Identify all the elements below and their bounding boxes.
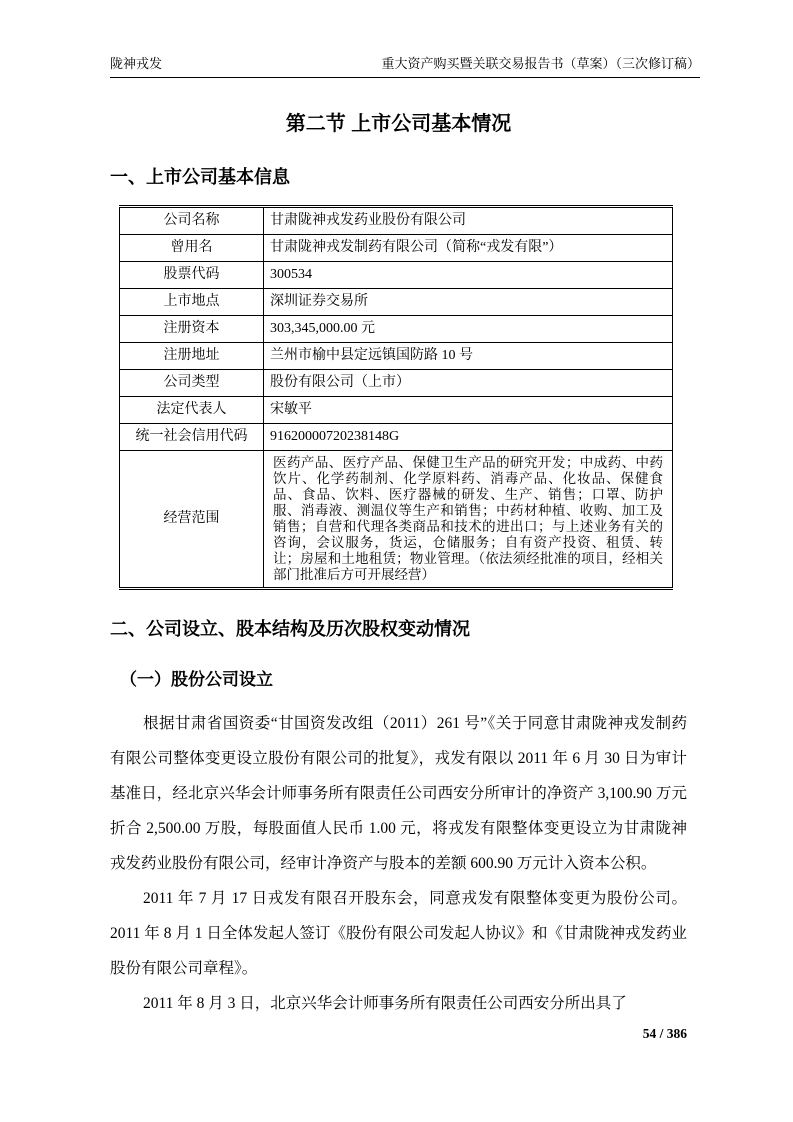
paragraph: 2011 年 7 月 17 日戎发有限召开股东会，同意戎发有限整体变更为股份公司。2011 年 8 月 1 日全体发起人签订《股份有限公司发起人协议》和《甘肃陇神戎发药业股份有限公司章程》。 xyxy=(110,890,687,977)
row-label: 公司名称 xyxy=(120,207,264,235)
table-row xyxy=(120,397,673,424)
page-content xyxy=(110,110,687,1021)
row-value: 兰州市榆中县定远镇国防路 10 号 xyxy=(264,343,673,370)
row-label: 上市地点 xyxy=(120,289,264,316)
row-value: 甘肃陇神戎发制药有限公司（简称“戎发有限”） xyxy=(264,235,673,262)
row-label: 经营范围 xyxy=(120,451,264,589)
paragraph: 2011 年 8 月 3 日，北京兴华会计师事务所有限责任公司西安分所出具了 xyxy=(143,995,627,1012)
row-label: 注册资本 xyxy=(120,316,264,343)
page-number: 54 / 386 xyxy=(642,1026,687,1041)
row-value: 深圳证券交易所 xyxy=(264,289,673,316)
table-row xyxy=(120,235,673,262)
row-value-business-scope: 医药产品、医疗产品、保健卫生产品的研究开发；中成药、中药饮片、化学药制剂、化学原料药、消毒产品、化妆品、保健食品、食品、饮料、医疗器械的研发、生产、销售；口罩、防护服、消毒液、测温仪等生产和销售；中药材种植、收购、加工及销售；自营和代理各类商品和技术的进出口；与上述业务有关的咨询，会议服务，货运，仓储服务；自有资产投资、租赁、转让；房屋和土地租赁；物业管理。（依法须经批准的项目，经相关部门批准后方可开展经营） xyxy=(264,451,673,589)
row-value: 91620000720238148G xyxy=(264,424,673,451)
row-value: 甘肃陇神戎发药业股份有限公司 xyxy=(264,207,673,235)
row-label: 统一社会信用代码 xyxy=(120,424,264,451)
table-row xyxy=(120,370,673,397)
page-title: 第二节 上市公司基本情况 xyxy=(285,113,512,135)
row-label: 曾用名 xyxy=(120,235,264,262)
row-value: 宋敏平 xyxy=(264,397,673,424)
table-row xyxy=(120,207,673,235)
paragraph: 根据甘肃省国资委“甘国资发改组（2011）261 号”《关于同意甘肃陇神戎发制药有限公司整体变更设立股份有限公司的批复》，戎发有限以 2011 年 6 月 30 日为审计基准日，经北京兴华会计师事务所有限责任公司西安分所审计的净资产 3,100.90 万元折合 2,500.00 万股，每股面值人民币 1.00 元，将戎发有限整体变更设立为甘肃陇神戎发药业股份有限公司，经审计净资产与股本的差额 600.90 万元计入资本公积。 xyxy=(110,715,687,872)
section-heading-basic-info: 一、上市公司基本信息 xyxy=(110,167,290,187)
body-text xyxy=(110,706,687,1021)
subsection-heading-incorporation: （一）股份公司设立 xyxy=(120,670,273,689)
table-row xyxy=(120,451,673,589)
company-info-table xyxy=(119,205,673,590)
row-label: 股票代码 xyxy=(120,262,264,289)
row-value: 303,345,000.00 元 xyxy=(264,316,673,343)
table-row xyxy=(120,424,673,451)
table-row xyxy=(120,289,673,316)
section-heading-company-setup: 二、公司设立、股本结构及历次股权变动情况 xyxy=(110,619,470,639)
row-value: 300534 xyxy=(264,262,673,289)
row-label: 注册地址 xyxy=(120,343,264,370)
table-row xyxy=(120,262,673,289)
row-label: 法定代表人 xyxy=(120,397,264,424)
header-report-title: 重大资产购买暨关联交易报告书（草案）（三次修订稿） xyxy=(381,56,700,71)
header-company-short-name: 陇神戎发 xyxy=(110,56,163,71)
table-row xyxy=(120,316,673,343)
row-label: 公司类型 xyxy=(120,370,264,397)
row-value: 股份有限公司（上市） xyxy=(264,370,673,397)
page-header xyxy=(110,0,700,78)
table-row xyxy=(120,343,673,370)
